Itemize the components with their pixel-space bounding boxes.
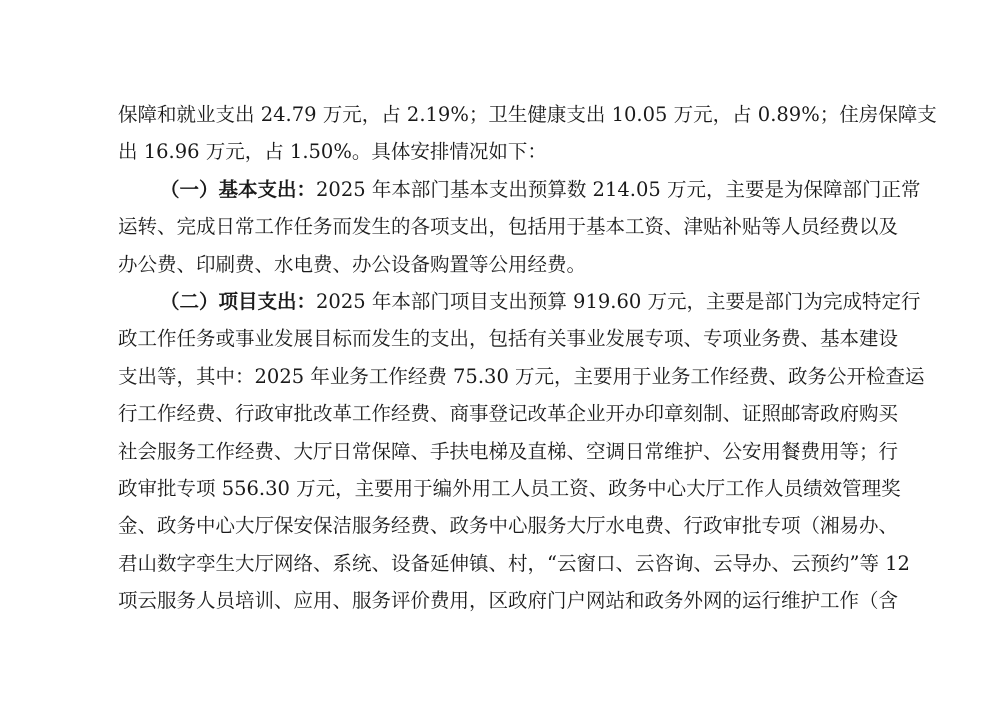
section-project-first-line [160,290,921,314]
line-text: 办公费、印刷费、水电费、办公设备购置等公用经费。 [118,253,587,276]
line-text: 政工作任务或事业发展目标而发生的支出，包括有关事业发展专项、专项业务费、基本建设 [118,327,899,350]
line-text: 保障和就业支出 24.79 万元，占 2.19%；卫生健康支出 10.05 万元，占 0.89%；住房保障支 [118,103,937,126]
paragraph-line [118,365,925,389]
paragraph-line [118,477,901,501]
line-text: 君山数字孪生大厅网络、系统、设备延伸镇、村，“云窗口、云咨询、云导办、云预约”等 12 [118,552,910,575]
line-text: 2025 年本部门基本支出预算数 214.05 万元，主要是为保障部门正常 [316,178,921,201]
line-text: 2025 年本部门项目支出预算 919.60 万元，主要是部门为完成特定行 [316,290,921,313]
line-text: 出 16.96 万元，占 1.50%。具体安排情况如下： [118,140,547,163]
paragraph-line [118,514,899,538]
paragraph-line [118,103,937,127]
line-text: 项云服务人员培训、应用、服务评价费用，区政府门户网站和政务外网的运行维护工作（含 [118,589,899,612]
paragraph-line [118,140,882,164]
line-text: 运转、完成日常工作任务而发生的各项支出，包括用于基本工资、津贴补贴等人员经费以及 [118,215,899,238]
line-text: 行工作经费、行政审批改革工作经费、商事登记改革企业开办印章刻制、证照邮寄政府购买 [118,402,899,425]
paragraph-line [118,552,910,576]
line-text: 支出等，其中：2025 年业务工作经费 75.30 万元，主要用于业务工作经费、政务公开检查运 [118,365,925,388]
section-heading-basic: （一）基本支出： [160,178,317,201]
line-text: 政审批专项 556.30 万元，主要用于编外用工人员工资、政务中心大厅工作人员绩效管理奖 [118,477,901,500]
paragraph-line [118,402,899,426]
paragraph-line [118,440,899,464]
paragraph-line [118,253,882,277]
line-text: 社会服务工作经费、大厅日常保障、手扶电梯及直梯、空调日常维护、公安用餐费用等；行 [118,440,899,463]
line-text: 金、政务中心大厅保安保洁服务经费、政务中心服务大厅水电费、行政审批专项（湘易办、 [118,514,899,537]
paragraph-line [118,327,899,351]
paragraph-line [118,589,899,613]
paragraph-line [118,215,899,239]
section-heading-project: （二）项目支出： [160,290,317,313]
section-basic-first-line [160,178,921,202]
